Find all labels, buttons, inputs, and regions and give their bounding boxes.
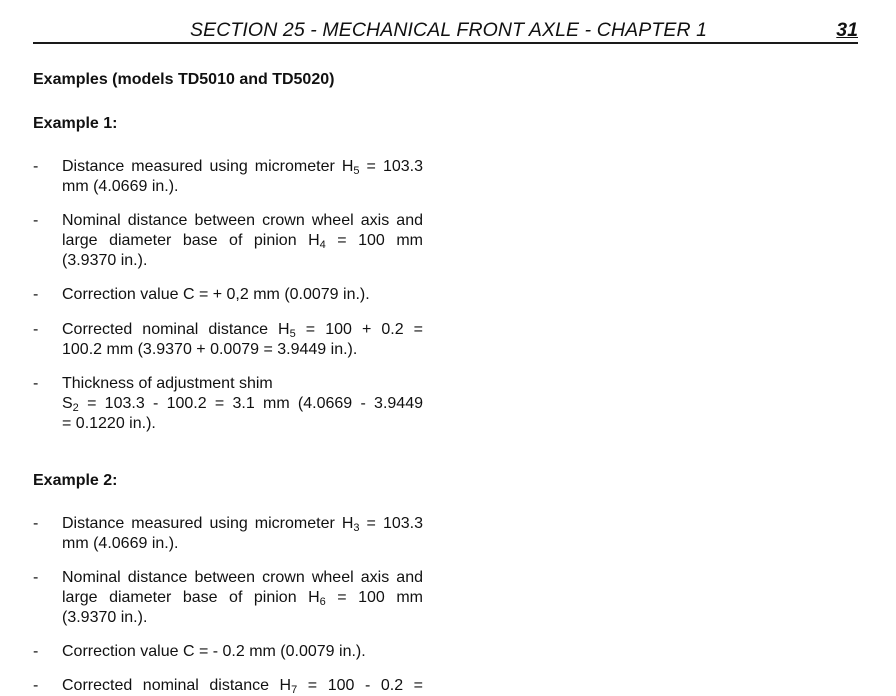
examples-heading: Examples (models TD5010 and TD5020): [33, 71, 335, 88]
text-line: large diameter base of pinion $H_4 = 100$ mm: [62, 232, 423, 251]
bullet-dash: -: [33, 375, 39, 392]
text-line: Distance measured using micrometer $H_3 = 103.3$: [62, 515, 423, 534]
section-title: SECTION 25 - MECHANICAL FRONT AXLE - CHAPTER 1: [190, 19, 708, 41]
text-line: $S_2 = 103.3 - 100.2 = 3.1$ mm (4.0669 - 3.9449: [62, 395, 423, 414]
example-1-title: Example 1:: [33, 115, 118, 132]
text-line: mm (4.0669 in.).: [62, 178, 179, 195]
text-line: 100.2 mm (3.9370 + 0.0079 = 3.9449 in.).: [62, 341, 358, 358]
text-line: Corrected nominal distance $H_7 = 100 - 0.2$ =: [62, 677, 424, 696]
text-line: large diameter base of pinion $H_6 = 100$ mm: [62, 589, 423, 608]
text-line: = 0.1220 in.).: [62, 415, 156, 432]
text-line: Distance measured using micrometer $H_5 = 103.3$: [62, 158, 423, 177]
bullet-dash: -: [33, 643, 39, 660]
bullet-dash: -: [33, 158, 39, 175]
text-line: Correction value C = - 0.2 mm (0.0079 in.).: [62, 643, 366, 660]
bullet-dash: -: [33, 321, 39, 338]
text-line: Nominal distance between crown wheel axis and: [62, 212, 423, 229]
example-2-title: Example 2:: [33, 472, 118, 489]
page-header: [33, 18, 858, 44]
text-line: (3.9370 in.).: [62, 252, 148, 269]
bullet-dash: -: [33, 569, 39, 586]
text-line: Corrected nominal distance $H_5 = 100 + 0.2$ =: [62, 321, 423, 340]
bullet-dash: -: [33, 212, 39, 229]
bullet-dash: -: [33, 677, 39, 694]
text-line: Thickness of adjustment shim: [62, 375, 273, 392]
text-line: Correction value C = + 0,2 mm (0.0079 in.).: [62, 286, 370, 303]
bullet-dash: -: [33, 515, 39, 532]
text-line: mm (4.0669 in.).: [62, 535, 179, 552]
text-line: (3.9370 in.).: [62, 609, 148, 626]
bullet-dash: -: [33, 286, 39, 303]
text-line: Nominal distance between crown wheel axis and: [62, 569, 423, 586]
page-number: 31: [836, 19, 858, 41]
